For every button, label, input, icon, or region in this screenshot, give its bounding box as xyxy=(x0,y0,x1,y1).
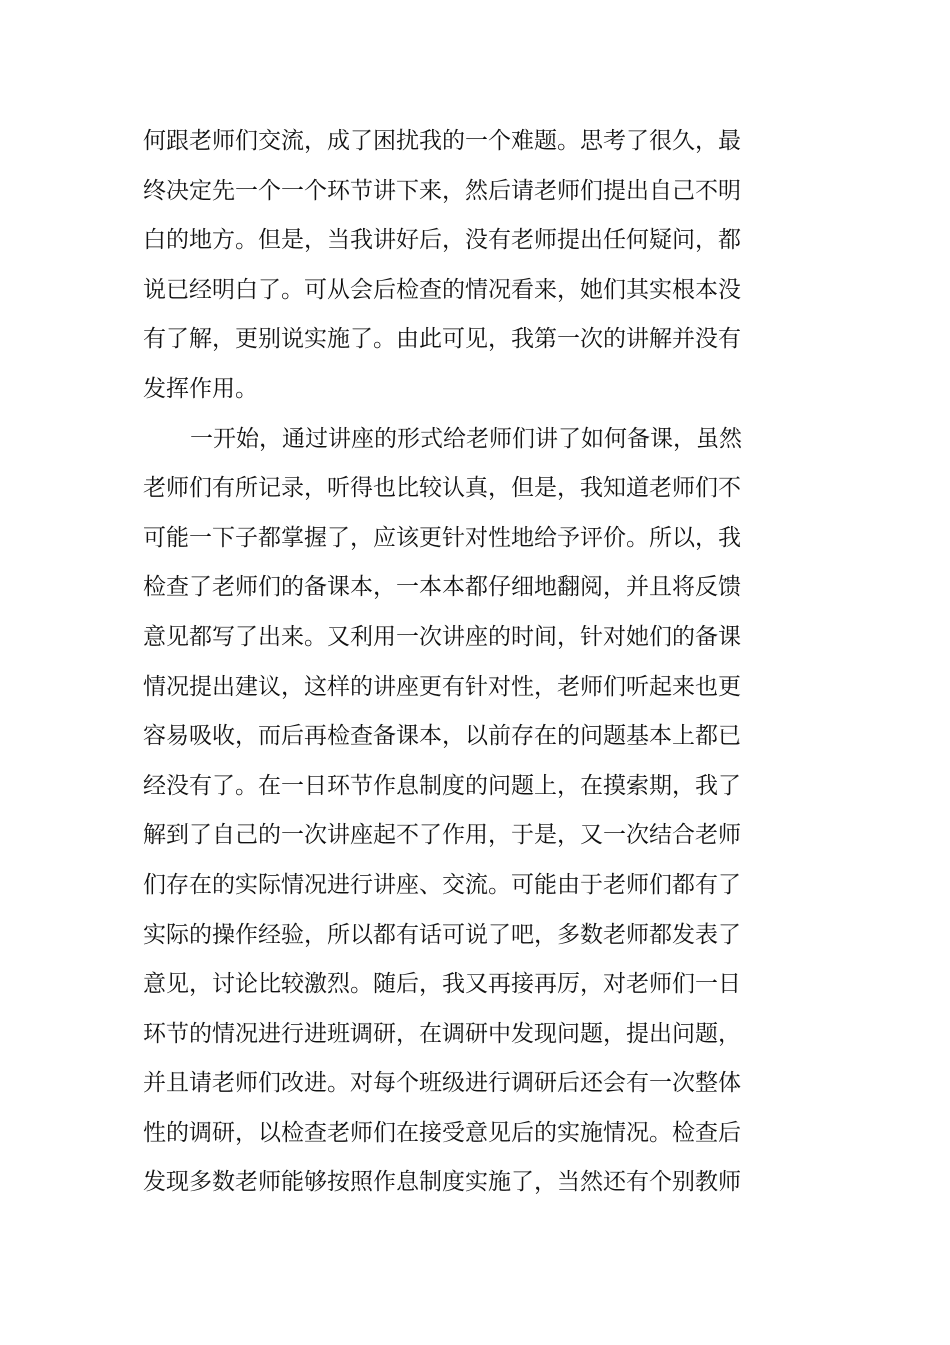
text-line: 并且请老师们改进。对每个班级进行调研后还会有一次整体 xyxy=(143,1070,741,1097)
text-line: 发挥作用。 xyxy=(143,375,258,402)
text-line: 环节的情况进行进班调研，在调研中发现问题，提出问题， xyxy=(143,1020,741,1047)
text-line: 说已经明白了。可从会后检查的情况看来，她们其实根本没 xyxy=(143,276,741,303)
text-line: 检查了老师们的备课本，一本本都仔细地翻阅，并且将反馈 xyxy=(143,574,741,601)
text-line: 有了解，更别说实施了。由此可见，我第一次的讲解并没有 xyxy=(143,326,741,353)
text-line: 何跟老师们交流，成了困扰我的一个难题。思考了很久，最 xyxy=(143,128,741,154)
text-line: 发现多数老师能够按照作息制度实施了，当然还有个别教师 xyxy=(143,1169,741,1196)
text-line: 一开始，通过讲座的形式给老师们讲了如何备课，虽然 xyxy=(190,425,742,452)
text-line: 情况提出建议，这样的讲座更有针对性，老师们听起来也更 xyxy=(143,673,741,700)
body-text xyxy=(143,117,763,1208)
paragraph-2 xyxy=(143,415,763,1209)
text-line: 容易吸收，而后再检查备课本，以前存在的问题基本上都已 xyxy=(143,723,741,750)
text-line: 可能一下子都掌握了，应该更针对性地给予评价。所以，我 xyxy=(143,524,741,551)
text-line: 终决定先一个一个环节讲下来，然后请老师们提出自己不明 xyxy=(143,177,741,204)
text-line: 老师们有所记录，听得也比较认真，但是，我知道老师们不 xyxy=(143,475,741,502)
text-line: 意见，讨论比较激烈。随后，我又再接再厉，对老师们一日 xyxy=(143,971,741,998)
text-line: 经没有了。在一日环节作息制度的问题上，在摸索期，我了 xyxy=(143,772,741,799)
text-line: 白的地方。但是，当我讲好后，没有老师提出任何疑问，都 xyxy=(143,227,741,254)
text-line: 性的调研，以检查老师们在接受意见后的实施情况。检查后 xyxy=(143,1119,741,1146)
text-line: 实际的操作经验，所以都有话可说了吧，多数老师都发表了 xyxy=(143,921,741,948)
text-line: 意见都写了出来。又利用一次讲座的时间，针对她们的备课 xyxy=(143,623,741,650)
paragraph-1 xyxy=(143,117,763,415)
text-line: 们存在的实际情况进行讲座、交流。可能由于老师们都有了 xyxy=(143,871,741,898)
text-line: 解到了自己的一次讲座起不了作用，于是，又一次结合老师 xyxy=(143,822,741,849)
